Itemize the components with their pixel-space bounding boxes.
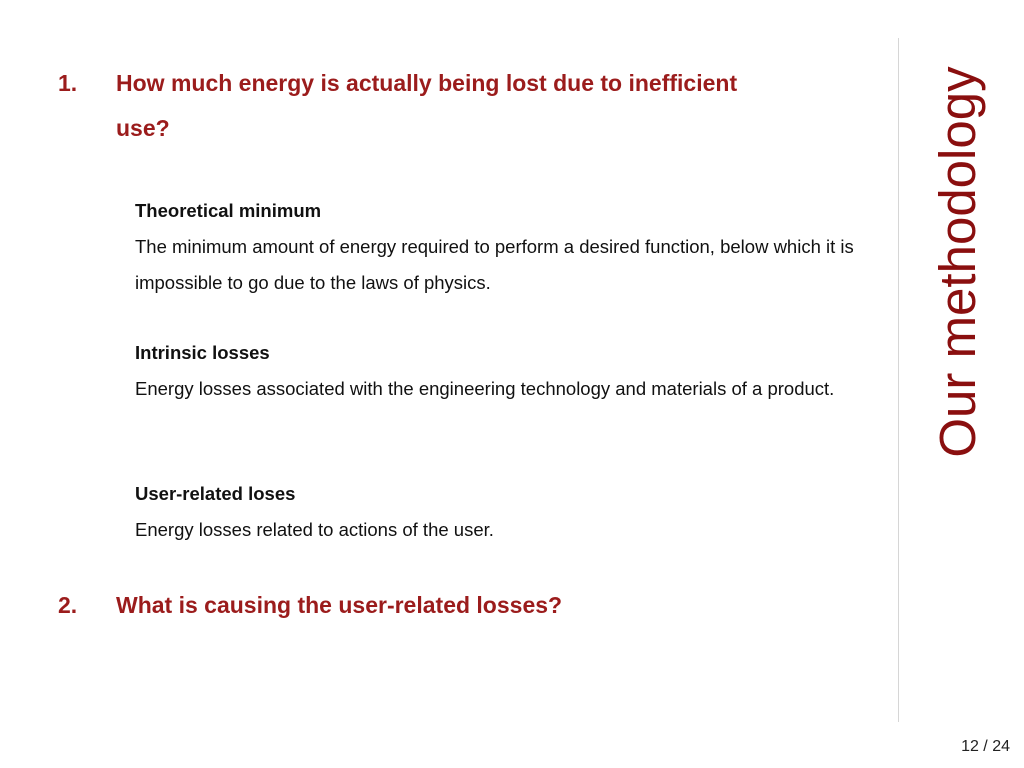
page-number: 12 / 24: [961, 738, 1010, 755]
question-number: 1.: [58, 70, 78, 96]
term-description: Energy losses associated with the engineering technology and materials of a product.: [135, 378, 835, 399]
section-title: Our methodology: [929, 66, 986, 458]
question-number: 2.: [58, 592, 78, 618]
term-heading: User-related loses: [135, 483, 296, 504]
term-heading: Theoretical minimum: [135, 200, 322, 221]
term-heading: Intrinsic losses: [135, 342, 270, 363]
term-theoretical-minimum: [135, 193, 875, 301]
term-description: Energy losses related to actions of the user.: [135, 519, 494, 540]
question-text: What is causing the user-related losses?: [116, 592, 563, 618]
term-description: The minimum amount of energy required to perform a desired function, below which it is impossible to go due to the laws of physics.: [135, 236, 854, 293]
question-text: How much energy is actually being lost due to inefficient use?: [116, 70, 738, 141]
term-user-related-losses: [135, 476, 875, 548]
term-intrinsic-losses: [135, 335, 875, 407]
vertical-divider: [898, 38, 899, 722]
